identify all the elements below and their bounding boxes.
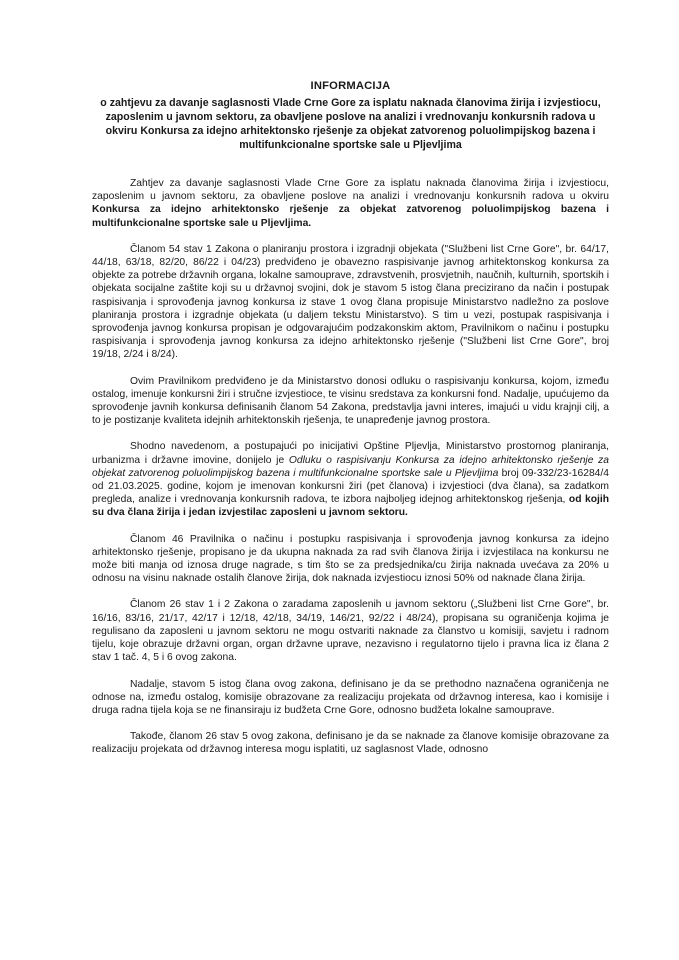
document-subtitle: o zahtjevu za davanje saglasnosti Vlade Crne Gore za isplatu naknada članovima žirija i izvjestiocu, zaposlenim u javnom sektoru, za obavljene poslove na analizi i vrednovanju konkursnih radova u okviru Konkursa za idejno arhitektonsko rješenje za objekat zatvorenog poluolimpijskog bazena i multifunkcionalne sportske sale u Pljevljima (100, 97, 601, 151)
paragraph-request-text: Zahtjev za davanje saglasnosti Vlade Crne Gore za isplatu naknada članovima žirija i izvjestiocu, zaposlenim u javnom sektoru, za obavljene poslove na analizi i vrednovanju konkursnih radova u okviru (92, 178, 609, 203)
paragraph-decision-text-a: Shodno navedenom, a postupajući po inicijativi Opštine Pljevlja, Ministarstvo prostornog planiranja, urbanizma i državne imovine, donijelo je (92, 441, 609, 466)
paragraph-article-54: Članom 54 stav 1 Zakona o planiranju prostora i izgradnji objekata ("Službeni list Crne Gore", br. 64/17, 44/18, 63/18, 82/20, 86/22 i 04/23) predviđeno je obavezno raspisivanje javnog arhitektonskog konkursa za objekte za potrebe državnih organa, lokalne samouprave, zdravstvenih, prosvjetnih, naučnih, kulturnih, sportskih i objekata socijalne zaštite koji su u državnoj svojini, dok je stavom 5 istog člana precizirano da način i postupak raspisivanja i sprovođenja javnog konkursa iz stave 1 ovog člana propisuje Ministarstvo nadležno za poslove planiranja prostora i izgradnje objekata (u daljem tekstu Ministarstvo). S tim u vezi, postupak raspisivanja i sprovođenja javnog konkursa propisan je odgovarajućim podzakonskim aktom, Pravilnikom o načinu i postupku raspisivanja i sprovođenja javnog konkursa za idejno arhitektonsko rješenje ("Službeni list Crne Gore", broj 19/18, 2/24 i 8/24). (92, 243, 609, 361)
document-title: INFORMACIJA (310, 80, 391, 92)
paragraph-article-46: Članom 46 Pravilnika o načinu i postupku raspisivanja i sprovođenja javnog konkursa za idejno arhitektonsko rješenje, propisano je da ukupna naknada za rad svih članova žirija i izvjestilaca na konkursu ne može biti manja od iznosa druge nagrade, s tim što se za predsjednika/cu žirija naknada uvećava za 20% u odnosu na visinu naknade ostalih članove žirija, dok naknada izvjestiocu iznosi 50% od naknade člana žirija. (92, 533, 609, 585)
paragraph-decision-text-c: broj 09-332/23-16284/4 od 21.03.2025. godine, kojom je imenovan konkursni žiri (pet članova) i izvjestioci (dva člana), sa zadatkom pregleda, analize i vrednovanja konkursnih radova, te izbora najboljeg idejnog arhitektonskog rješenja, (92, 467, 609, 506)
paragraph-rulebook: Ovim Pravilnikom predviđeno je da Ministarstvo donosi odluku o raspisivanju konkursa, kojom, između ostalog, imenuje konkursni žiri i stručne izvjestioce, te visinu sredstava za konkursni fond. Nadalje, upućujemo da sprovođenje javnih konkursa definisanih članom 54 Zakona, predstavlja javni interes, imajući u vidu krajnji cilj, a to je postizanje kvaliteta idejnih arhitektonskih rješenja, te unapređenje javnog prostora. (92, 375, 609, 427)
paragraph-compensation: Takođe, članom 26 stav 5 ovog zakona, definisano je da se naknade za članove komisije obrazovane za realizaciju projekata od državnog interesa mogu isplatiti, uz saglasnost Vlade, odnosno (92, 731, 609, 756)
paragraph-article-26: Članom 26 stav 1 i 2 Zakona o zaradama zaposlenih u javnom sektoru („Službeni list Crne Gore", br. 16/16, 83/16, 21/17, 42/17 i 12/18, 42/18, 34/19, 146/21, 92/22 i 48/24), propisana su ograničenja kojima je regulisano da zaposleni u javnom sektoru ne mogu ostvariti naknade za članstvo u komisiji, savjetu i radnom tijelu, koje obrazuje državni organ, organ državne uprave, nezavisno i regulatorno tijelo i pravna lica iz člana 2 stav 1 tač. 4, 5 i 6 ovog zakona. (92, 599, 609, 664)
paragraph-decision-bold: od kojih su dva člana žirija i jedan izvjestilac zaposleni u javnom sektoru. (92, 494, 610, 519)
paragraph-decision (92, 440, 609, 519)
paragraph-decision-italic: Odluku o raspisivanju Konkursa za idejno arhitektonsko rješenje za objekat zatvorenog poluolimpijskog bazena i multifunkcionalne sportske sale u Pljevljima (92, 454, 609, 479)
paragraph-request (92, 177, 609, 230)
paragraph-request-bold: Konkursa za idejno arhitektonsko rješenje za objekat zatvorenog poluolimpijskog bazena i multifunkcionalne sportske sale u Pljevljima. (92, 204, 609, 229)
paragraph-paragraph-5: Nadalje, stavom 5 istog člana ovog zakona, definisano je da se prethodno naznačena ograničenja ne odnose na, između ostalog, komisije obrazovane za realizaciju projekata od državnog interesa, kao i komisije i druga radna tijela koja se ne finansiraju iz budžeta Crne Gore, odnosno budžeta lokalne samouprave. (92, 678, 609, 716)
